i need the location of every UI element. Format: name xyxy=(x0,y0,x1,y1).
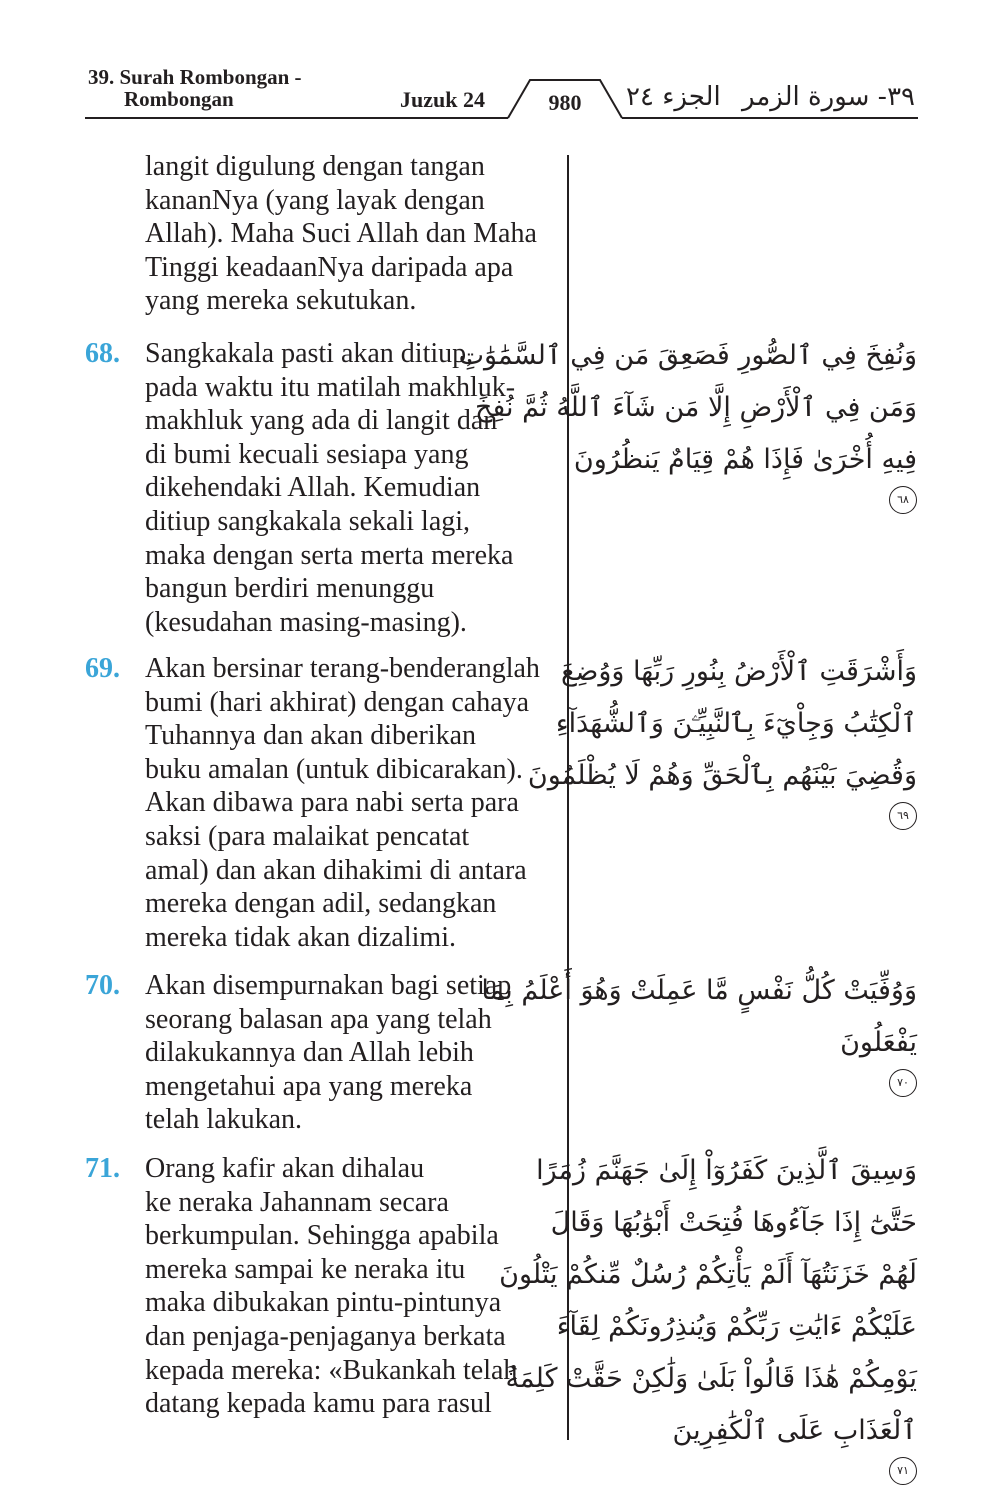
arabic-line: ٱلْكِتَٰبُ وَجِاْيٓءَ بِٱلنَّبِيِّـۧنَ وَٱلشُّهَدَآءِ xyxy=(555,708,917,739)
verse-number: 70. xyxy=(85,970,120,1001)
arabic-line xyxy=(573,434,917,514)
verse-number: 68. xyxy=(85,338,120,369)
verse-71-arabic xyxy=(499,1145,917,1485)
text-line: dilakukannya dan Allah lebih xyxy=(145,1037,474,1069)
ayah-end-marker: ٧٠ xyxy=(889,1069,917,1097)
text-line: amal) dan akan dihakimi di antara xyxy=(145,854,527,886)
arabic-line: وَمَن فِي ٱلْأَرْضِ إِلَّا مَن شَآءَ ٱللَّهُ ثُمَّ نُفِخَ xyxy=(474,392,917,423)
arabic-line xyxy=(527,750,917,830)
text-line: seorang balasan apa yang telah xyxy=(145,1003,492,1035)
arabic-juz-label: الجزء ٢٤ xyxy=(626,82,721,112)
verse-70-arabic xyxy=(481,965,917,1097)
arabic-line xyxy=(577,1405,917,1485)
text-line: ke neraka Jahannam secara xyxy=(145,1186,449,1218)
page-number: 980 xyxy=(548,90,582,115)
juzuk-label: Juzuk 24 xyxy=(400,87,485,112)
surah-title-line1: 39. Surah Rombongan - xyxy=(88,65,302,89)
page-header xyxy=(0,0,1000,125)
ayah-end-marker: ٦٩ xyxy=(889,802,917,830)
text-line: (kesudahan masing-masing). xyxy=(145,606,467,638)
arabic-line: وَنُفِخَ فِي ٱلصُّورِ فَصَعِقَ مَن فِي ٱلسَّمَٰوَٰتِ xyxy=(458,340,917,371)
text-line: kananNya (yang layak dengan xyxy=(145,184,485,216)
surah-title-line2: Rombongan xyxy=(124,87,234,111)
text-line: buku amalan (untuk dibicarakan). xyxy=(145,753,523,785)
text-line: mereka tidak akan dizalimi. xyxy=(145,921,456,953)
text-line: makhluk yang ada di langit dan xyxy=(145,405,498,437)
text-line: mengetahui apa yang mereka xyxy=(145,1070,473,1102)
text-line: mereka sampai ke neraka itu xyxy=(145,1253,466,1285)
arabic-line-text: فِيهِ أُخْرَىٰ فَإِذَا هُمْ قِيَامٌ يَنظُرُونَ xyxy=(573,444,917,475)
arabic-line: لَهُمْ خَزَنَتُهَآ أَلَمْ يَأْتِكُمْ رُسُلٌ مِّنكُمْ يَتْلُونَ xyxy=(499,1259,917,1290)
text-line: bumi (hari akhirat) dengan cahaya xyxy=(145,686,530,718)
text-line: Tuhannya dan akan diberikan xyxy=(145,720,476,752)
arabic-line: عَلَيْكُمْ ءَايَٰتِ رَبِّكُمْ وَيُنذِرُونَكُمْ لِقَآءَ xyxy=(556,1311,917,1342)
arabic-line: وَأَشْرَقَتِ ٱلْأَرْضُ بِنُورِ رَبِّهَا وَوُضِعَ xyxy=(561,656,917,687)
text-line: Orang kafir akan dihalau xyxy=(145,1153,425,1184)
text-line: dikehendaki Allah. Kemudian xyxy=(145,472,481,504)
text-line: kepada mereka: «Bukankah telah xyxy=(145,1354,518,1386)
arabic-line xyxy=(577,1017,917,1097)
text-line: ditiup sangkakala sekali lagi, xyxy=(145,505,471,537)
text-line: maka dengan serta merta mereka xyxy=(145,539,514,571)
text-line: Akan disempurnakan bagi setiap xyxy=(145,970,512,1001)
text-line: Allah). Maha Suci Allah dan Maha xyxy=(145,218,537,250)
text-line: maka dibukakan pintu-pintunya xyxy=(145,1287,502,1319)
text-line: mereka dengan adil, sedangkan xyxy=(145,888,497,920)
arabic-line: وَسِيقَ ٱلَّذِينَ كَفَرُوٓاْ إِلَىٰ جَهَنَّمَ زُمَرًا xyxy=(536,1155,917,1186)
text-line: yang mereka sekutukan. xyxy=(145,285,417,317)
text-line: dan penjaga-penjaganya berkata xyxy=(145,1320,506,1352)
text-line: telah lakukan. xyxy=(145,1104,303,1136)
text-line: Sangkakala pasti akan ditiup, xyxy=(145,338,474,369)
arabic-line-text: يَفْعَلُونَ xyxy=(840,1027,917,1058)
arabic-line: وَوُفِّيَتْ كُلُّ نَفْسٍ مَّا عَمِلَتْ وَهُوَ أَعْلَمُ بِمَا xyxy=(481,975,917,1006)
arabic-line-text: ٱلْعَذَابِ عَلَى ٱلْكَٰفِرِينَ xyxy=(672,1415,917,1446)
arabic-line: يَوْمِكُمْ هَٰذَا قَالُواْ بَلَىٰ وَلَٰكِنْ حَقَّتْ كَلِمَةُ xyxy=(505,1363,917,1394)
ayah-end-marker: ٧١ xyxy=(889,1457,917,1485)
verse-69-arabic xyxy=(527,646,917,830)
text-line: Akan dibawa para nabi serta para xyxy=(145,787,519,819)
text-line: Tinggi keadaanNya daripada apa xyxy=(145,251,514,283)
text-line: bangun berdiri menunggu xyxy=(145,573,435,605)
ayah-end-marker: ٦٨ xyxy=(889,486,917,514)
verse-68-arabic xyxy=(458,330,917,514)
arabic-line: حَتَّىٰٓ إِذَا جَآءُوهَا فُتِحَتْ أَبْوَٰبُهَا وَقَالَ xyxy=(550,1207,917,1238)
text-line: Akan bersinar terang-benderanglah xyxy=(145,653,540,684)
arabic-surah-title: ٣٩- سورة الزمر xyxy=(741,82,915,112)
intro-text xyxy=(145,150,565,318)
verse-number: 69. xyxy=(85,653,120,684)
text-line: pada waktu itu matilah makhluk- xyxy=(145,371,516,403)
text-line: datang kepada kamu para rasul xyxy=(145,1388,492,1420)
arabic-line-text: وَقُضِيَ بَيْنَهُم بِٱلْحَقِّ وَهُمْ لَا يُظْلَمُونَ xyxy=(527,760,917,791)
verse-text xyxy=(145,652,565,954)
text-line: di bumi kecuali sesiapa yang xyxy=(145,438,469,470)
verse-number: 71. xyxy=(85,1153,120,1184)
text-line: langit digulung dengan tangan xyxy=(145,151,485,182)
text-line: saksi (para malaikat pencatat xyxy=(145,820,470,852)
text-line: berkumpulan. Sehingga apabila xyxy=(145,1220,499,1252)
